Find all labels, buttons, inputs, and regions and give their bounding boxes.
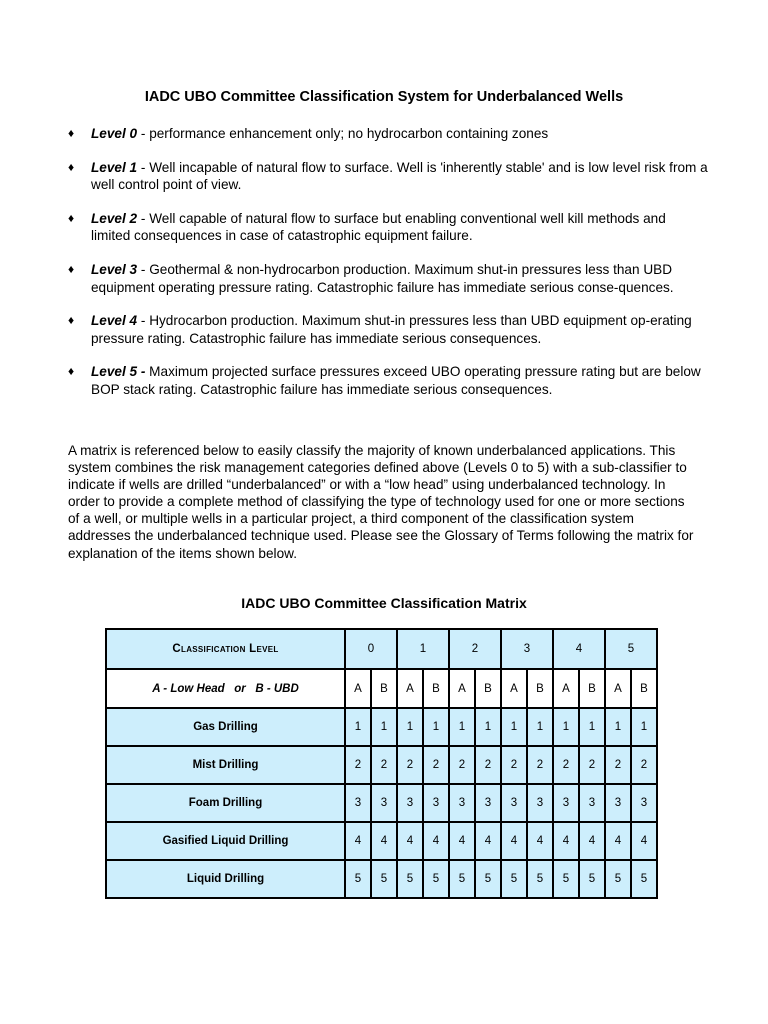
technique-label: Foam Drilling bbox=[106, 784, 345, 822]
level-header-cell: 3 bbox=[501, 629, 553, 669]
matrix-value-cell: 1 bbox=[449, 708, 475, 746]
matrix-value-cell: 2 bbox=[579, 746, 605, 784]
diamond-bullet-icon: ♦ bbox=[68, 159, 75, 174]
matrix-value-cell: 4 bbox=[423, 822, 449, 860]
table-row bbox=[106, 746, 657, 784]
matrix-value-cell: 1 bbox=[397, 708, 423, 746]
technique-label: Liquid Drilling bbox=[106, 860, 345, 898]
matrix-value-cell: 1 bbox=[345, 708, 371, 746]
level-header-cell: 2 bbox=[449, 629, 501, 669]
matrix-value-cell: 2 bbox=[605, 746, 631, 784]
matrix-value-cell: 4 bbox=[449, 822, 475, 860]
matrix-value-cell: 5 bbox=[345, 860, 371, 898]
matrix-value-cell: 2 bbox=[475, 746, 501, 784]
matrix-value-cell: 4 bbox=[501, 822, 527, 860]
matrix-value-cell: 3 bbox=[423, 784, 449, 822]
sub-column-cell: A bbox=[345, 669, 371, 708]
matrix-value-cell: 3 bbox=[501, 784, 527, 822]
matrix-value-cell: 1 bbox=[553, 708, 579, 746]
matrix-value-cell: 3 bbox=[371, 784, 397, 822]
technique-label: Gas Drilling bbox=[106, 708, 345, 746]
matrix-value-cell: 4 bbox=[371, 822, 397, 860]
sub-column-cell: A bbox=[501, 669, 527, 708]
technique-label: Gasified Liquid Drilling bbox=[106, 822, 345, 860]
table-row bbox=[106, 860, 657, 898]
matrix-value-cell: 3 bbox=[631, 784, 657, 822]
level-item: ♦ Level 2 - Well capable of natural flow to surface but enabling conventional well kill methods and limited consequences in case of catastrophic equipment failure. bbox=[68, 210, 666, 244]
matrix-value-cell: 5 bbox=[397, 860, 423, 898]
matrix-value-cell: 4 bbox=[553, 822, 579, 860]
sub-column-cell: A bbox=[605, 669, 631, 708]
matrix-subheader-row bbox=[106, 669, 657, 708]
matrix-value-cell: 3 bbox=[605, 784, 631, 822]
matrix-value-cell: 3 bbox=[527, 784, 553, 822]
matrix-value-cell: 3 bbox=[345, 784, 371, 822]
matrix-value-cell: 5 bbox=[605, 860, 631, 898]
level-item: ♦ Level 0 - performance enhancement only; no hydrocarbon containing zones bbox=[68, 126, 549, 141]
matrix-value-cell: 2 bbox=[423, 746, 449, 784]
sub-column-cell: B bbox=[475, 669, 501, 708]
matrix-value-cell: 1 bbox=[501, 708, 527, 746]
matrix-header-row bbox=[106, 629, 657, 669]
diamond-bullet-icon: ♦ bbox=[68, 261, 75, 276]
matrix-value-cell: 5 bbox=[579, 860, 605, 898]
matrix-value-cell: 1 bbox=[423, 708, 449, 746]
matrix-value-cell: 4 bbox=[527, 822, 553, 860]
matrix-value-cell: 4 bbox=[605, 822, 631, 860]
diamond-bullet-icon: ♦ bbox=[68, 313, 75, 328]
level-header-cell: 5 bbox=[605, 629, 657, 669]
matrix-value-cell: 2 bbox=[631, 746, 657, 784]
sub-column-cell: A bbox=[397, 669, 423, 708]
matrix-value-cell: 1 bbox=[631, 708, 657, 746]
matrix-value-cell: 1 bbox=[475, 708, 501, 746]
diamond-bullet-icon: ♦ bbox=[68, 210, 75, 225]
sub-column-cell: B bbox=[631, 669, 657, 708]
matrix-value-cell: 1 bbox=[371, 708, 397, 746]
level-header-cell: 0 bbox=[345, 629, 397, 669]
matrix-value-cell: 2 bbox=[371, 746, 397, 784]
matrix-value-cell: 2 bbox=[527, 746, 553, 784]
matrix-value-cell: 4 bbox=[631, 822, 657, 860]
sub-column-cell: B bbox=[579, 669, 605, 708]
matrix-value-cell: 3 bbox=[579, 784, 605, 822]
matrix-value-cell: 5 bbox=[527, 860, 553, 898]
low-head-ubd-label: A - Low Head or B - UBD bbox=[106, 669, 345, 708]
matrix-value-cell: 3 bbox=[553, 784, 579, 822]
sub-column-cell: B bbox=[371, 669, 397, 708]
matrix-value-cell: 2 bbox=[553, 746, 579, 784]
matrix-value-cell: 3 bbox=[449, 784, 475, 822]
matrix-value-cell: 4 bbox=[579, 822, 605, 860]
level-list bbox=[68, 125, 708, 399]
matrix-value-cell: 1 bbox=[605, 708, 631, 746]
matrix-value-cell: 4 bbox=[475, 822, 501, 860]
matrix-value-cell: 4 bbox=[397, 822, 423, 860]
table-row bbox=[106, 784, 657, 822]
sub-column-cell: B bbox=[423, 669, 449, 708]
level-item: ♦ Level 3 - Geothermal & non-hydrocarbon production. Maximum shut-in pressures less than UBD equipment operating pressure rating. Catastrophic failure has immediate serious conse-quences. bbox=[68, 261, 674, 295]
level-header-cell: 1 bbox=[397, 629, 449, 669]
level-item: ♦ Level 5 - Maximum projected surface pressures exceed UBO operating pressure rating but are below BOP stack rating. Catastrophic failure has immediate serious consequences. bbox=[68, 364, 701, 397]
sub-column-cell: A bbox=[449, 669, 475, 708]
matrix-value-cell: 4 bbox=[345, 822, 371, 860]
classification-matrix bbox=[105, 628, 658, 899]
matrix-value-cell: 5 bbox=[423, 860, 449, 898]
level-header-cell: 4 bbox=[553, 629, 605, 669]
matrix-value-cell: 2 bbox=[345, 746, 371, 784]
matrix-value-cell: 5 bbox=[553, 860, 579, 898]
matrix-value-cell: 1 bbox=[527, 708, 553, 746]
matrix-value-cell: 5 bbox=[475, 860, 501, 898]
matrix-value-cell: 1 bbox=[579, 708, 605, 746]
matrix-title: IADC UBO Committee Classification Matrix bbox=[241, 595, 527, 611]
diamond-bullet-icon: ♦ bbox=[68, 364, 75, 379]
level-item: ♦ Level 1 - Well incapable of natural flow to surface. Well is 'inherently stable' and is low level risk from a well control point of view. bbox=[68, 159, 708, 193]
matrix-value-cell: 5 bbox=[501, 860, 527, 898]
classification-level-header: Classification Level bbox=[106, 629, 345, 669]
matrix-value-cell: 3 bbox=[475, 784, 501, 822]
body-paragraph: A matrix is referenced below to easily classify the majority of known underbalanced applications. This system combines the risk management categories defined above (Levels 0 to 5) with a sub-classifier to indicate if wells are drilled “underbalanced” or with a “low head” using underbalanced technology. In order to provide a complete method of classifying the type of technology used for one or more sections of a well, or multiple wells in a particular project, a third component of the classification system addresses the underbalanced technique used. Please see the Glossary of Terms following the matrix for explanation of the items shown below. bbox=[68, 443, 694, 561]
sub-column-cell: B bbox=[527, 669, 553, 708]
table-row bbox=[106, 822, 657, 860]
matrix-value-cell: 5 bbox=[449, 860, 475, 898]
sub-column-cell: A bbox=[553, 669, 579, 708]
level-item: ♦ Level 4 - Hydrocarbon production. Maximum shut-in pressures less than UBD equipment op-erating pressure rating. Catastrophic failure has immediate serious consequences. bbox=[68, 313, 692, 346]
matrix-value-cell: 2 bbox=[449, 746, 475, 784]
matrix-value-cell: 3 bbox=[397, 784, 423, 822]
technique-label: Mist Drilling bbox=[106, 746, 345, 784]
matrix-value-cell: 5 bbox=[631, 860, 657, 898]
table-row bbox=[106, 708, 657, 746]
page-title: IADC UBO Committee Classification System for Underbalanced Wells bbox=[144, 89, 624, 105]
matrix-value-cell: 5 bbox=[371, 860, 397, 898]
diamond-bullet-icon: ♦ bbox=[68, 126, 75, 140]
matrix-value-cell: 2 bbox=[501, 746, 527, 784]
matrix-value-cell: 2 bbox=[397, 746, 423, 784]
